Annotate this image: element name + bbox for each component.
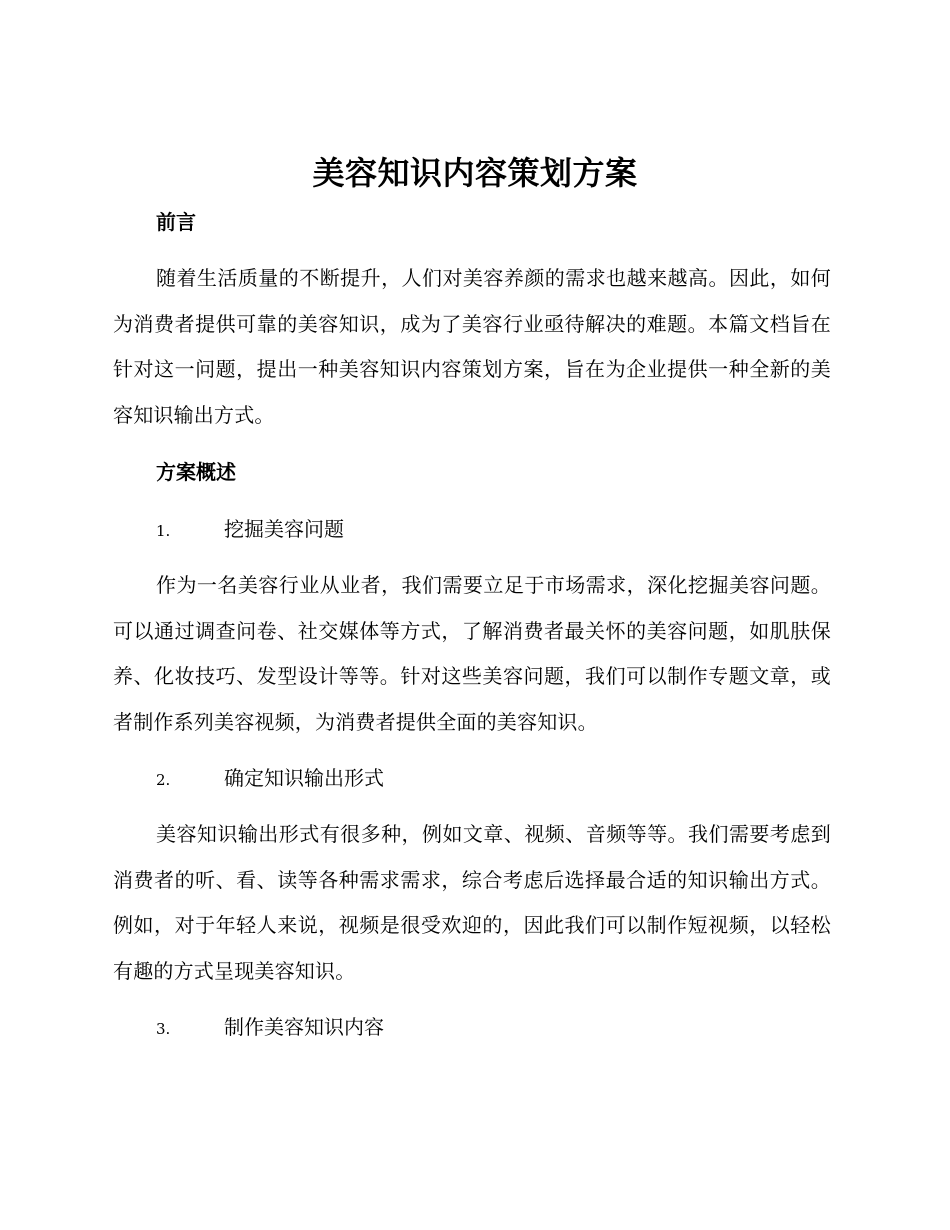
list-item-3: [156, 1013, 384, 1043]
section-heading-overview: 方案概述: [156, 460, 236, 484]
preface-paragraph: 随着生活质量的不断提升，人们对美容养颜的需求也越来越高。因此，如何为消费者提供可靠的美容知识，成为了美容行业亟待解决的难题。本篇文档旨在针对这一问题，提出一种美容知识内容策划方案，旨在为企业提供一种全新的美容知识输出方式。: [113, 266, 831, 427]
list-item-number: 3.: [156, 1020, 171, 1038]
item-2-paragraph: 美容知识输出形式有很多种，例如文章、视频、音频等等。我们需要考虑到消费者的听、看、读等各种需求需求，综合考虑后选择最合适的知识输出方式。例如，对于年轻人来说，视频是很受欢迎的，因此我们可以制作短视频，以轻松有趣的方式呈现美容知识。: [113, 822, 831, 983]
item-1-paragraph: 作为一名美容行业从业者，我们需要立足于市场需求，深化挖掘美容问题。可以通过调查问卷、社交媒体等方式，了解消费者最关怀的美容问题，如肌肤保养、化妆技巧、发型设计等等。针对这些美容问题，我们可以制作专题文章，或者制作系列美容视频，为消费者提供全面的美容知识。: [113, 573, 831, 734]
list-item-number: 2.: [156, 771, 171, 789]
list-item-number: 1.: [156, 522, 171, 540]
list-item-label: 制作美容知识内容: [224, 1015, 384, 1039]
list-item-1: [156, 515, 344, 545]
list-item-label: 挖掘美容问题: [224, 517, 344, 541]
document-title: 美容知识内容策划方案: [312, 154, 638, 192]
list-item-2: [156, 764, 384, 794]
section-heading-preface: 前言: [156, 210, 196, 234]
list-item-label: 确定知识输出形式: [224, 766, 384, 790]
